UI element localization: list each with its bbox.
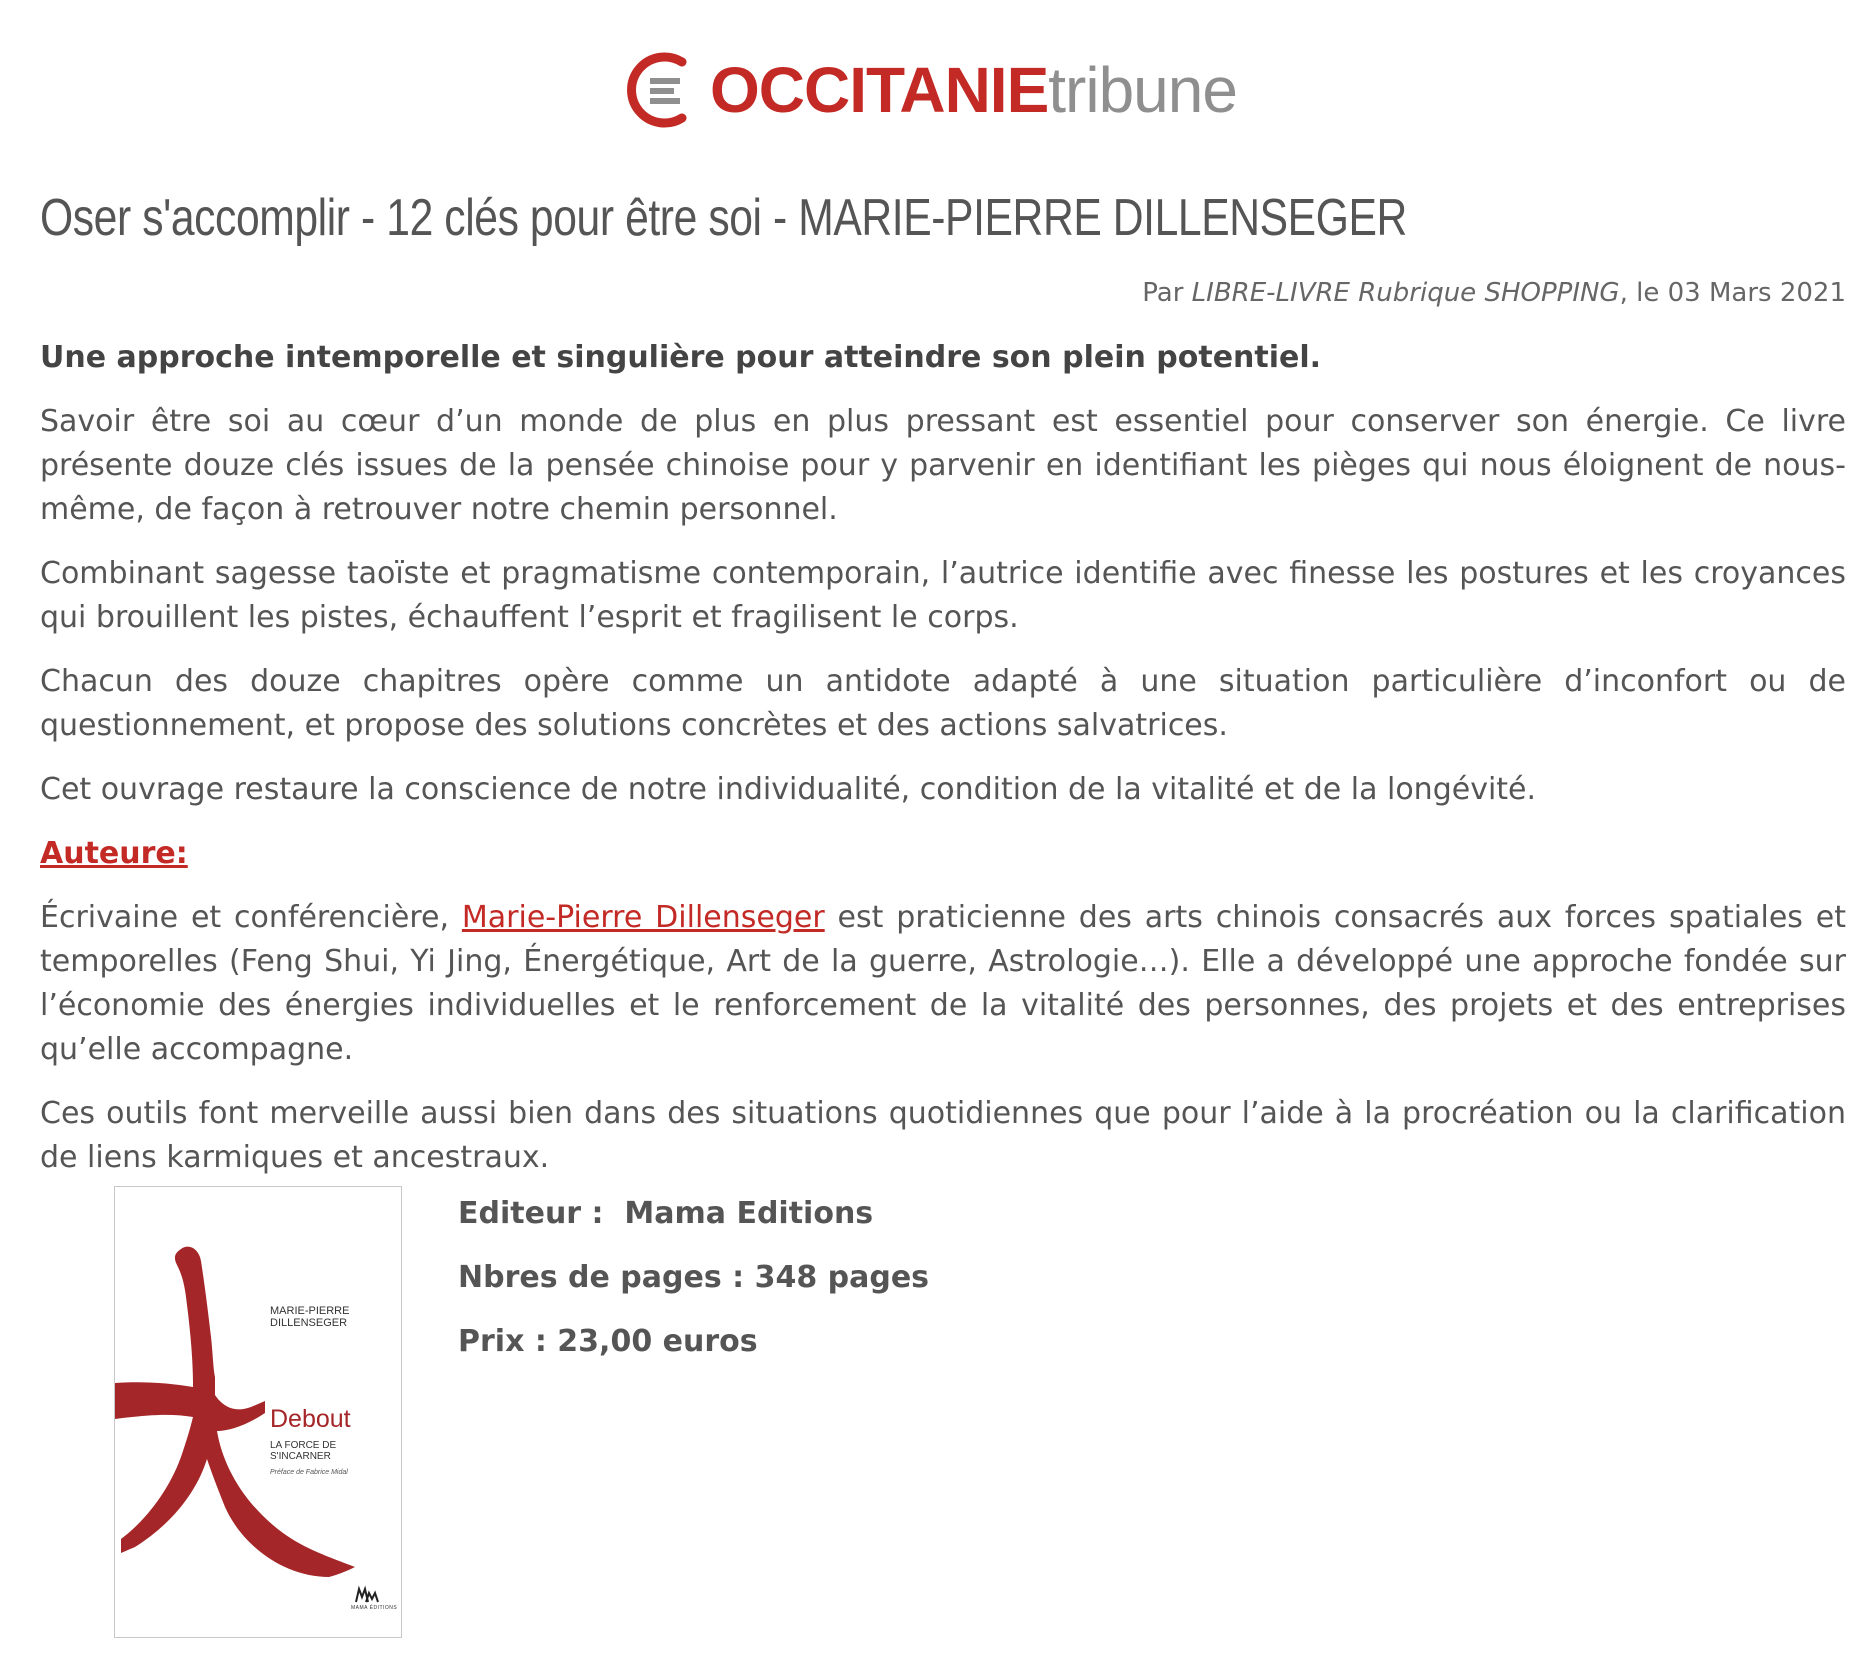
article-lead: Une approche intemporelle et singulière pour atteindre son plein potentiel. <box>40 340 1322 375</box>
book-pages: Nbres de pages : 348 pages <box>458 1260 930 1295</box>
cover-publisher: MAMA ÉDITIONS <box>351 1605 398 1611</box>
byline-author: LIBRE-LIVRE Rubrique SHOPPING <box>1191 278 1620 308</box>
book-details <box>458 1192 929 1384</box>
byline-date: , le 03 Mars 2021 <box>1619 278 1846 308</box>
publisher-logo-icon <box>355 1585 379 1603</box>
cover-preface: Préface de Fabrice Midal <box>270 1469 348 1476</box>
book-info <box>114 1186 1814 1646</box>
author-paragraph-before: Écrivaine et conférencière, <box>40 900 462 935</box>
logo-text-occitanie: OCCITANIE <box>710 54 1049 126</box>
cover-author: MARIE-PIERRE DILLENSEGER <box>270 1305 350 1329</box>
article-byline <box>1142 278 1846 308</box>
book-editeur: Editeur : Mama Editions <box>458 1196 874 1231</box>
article-paragraph: Savoir être soi au cœur d’un monde de plus en plus pressant est essentiel pour conserver son énergie. Ce livre présente douze clés issues de la pensée chinoise pour y parvenir en identifiant les pièges qui nous éloignent de nous-même, de façon à retrouver notre chemin personnel. <box>40 404 1846 527</box>
author-heading <box>40 832 1846 876</box>
article-title: Oser s'accomplir - 12 clés pour être soi - MARIE-PIERRE DILLENSEGER <box>40 189 1407 247</box>
author-heading-link[interactable]: Auteure: <box>40 836 188 871</box>
author-paragraph-after: est praticienne des arts chinois consacrés aux forces spatiales et temporelles (Feng Shui, Yi Jing, Énergétique, Art de la guerre, Astrologie…). Elle a développé une approche fondée sur l’économie des énergies individuelles et le renforcement de la vitalité des personnes, des projets et des entreprises qu’elle accompagne. <box>40 900 1846 1067</box>
cover-subtitle: LA FORCE DE S'INCARNER <box>270 1440 337 1462</box>
article-body <box>40 336 1846 1200</box>
author-paragraph <box>40 896 1846 1072</box>
cover-title: Debout <box>270 1405 351 1433</box>
book-price: Prix : 23,00 euros <box>458 1324 758 1359</box>
byline-prefix: Par <box>1142 278 1192 308</box>
closing-paragraph: Ces outils font merveille aussi bien dans des situations quotidiennes que pour l’aide à la procréation ou la clarification de liens karmiques et ancestraux. <box>40 1096 1846 1175</box>
book-cover-image[interactable] <box>114 1186 402 1638</box>
author-name-link[interactable]: Marie-Pierre Dillenseger <box>461 900 825 935</box>
logo-text-tribune: tribune <box>1048 54 1237 126</box>
cover-character-icon <box>115 1187 403 1639</box>
article-paragraph: Chacun des douze chapitres opère comme un antidote adapté à une situation particulière d’inconfort ou de questionnement, et propose des solutions concrètes et des actions salvatrices. <box>40 664 1846 743</box>
article-paragraph: Cet ouvrage restaure la conscience de notre individualité, condition de la vitalité et de la longévité. <box>40 772 1537 807</box>
logo-mark-icon <box>620 48 704 132</box>
article-paragraph: Combinant sagesse taoïste et pragmatisme contemporain, l’autrice identifie avec finesse les postures et les croyances qui brouillent les pistes, échauffent l’esprit et fragilisent le corps. <box>40 556 1846 635</box>
site-logo[interactable] <box>620 45 1260 135</box>
